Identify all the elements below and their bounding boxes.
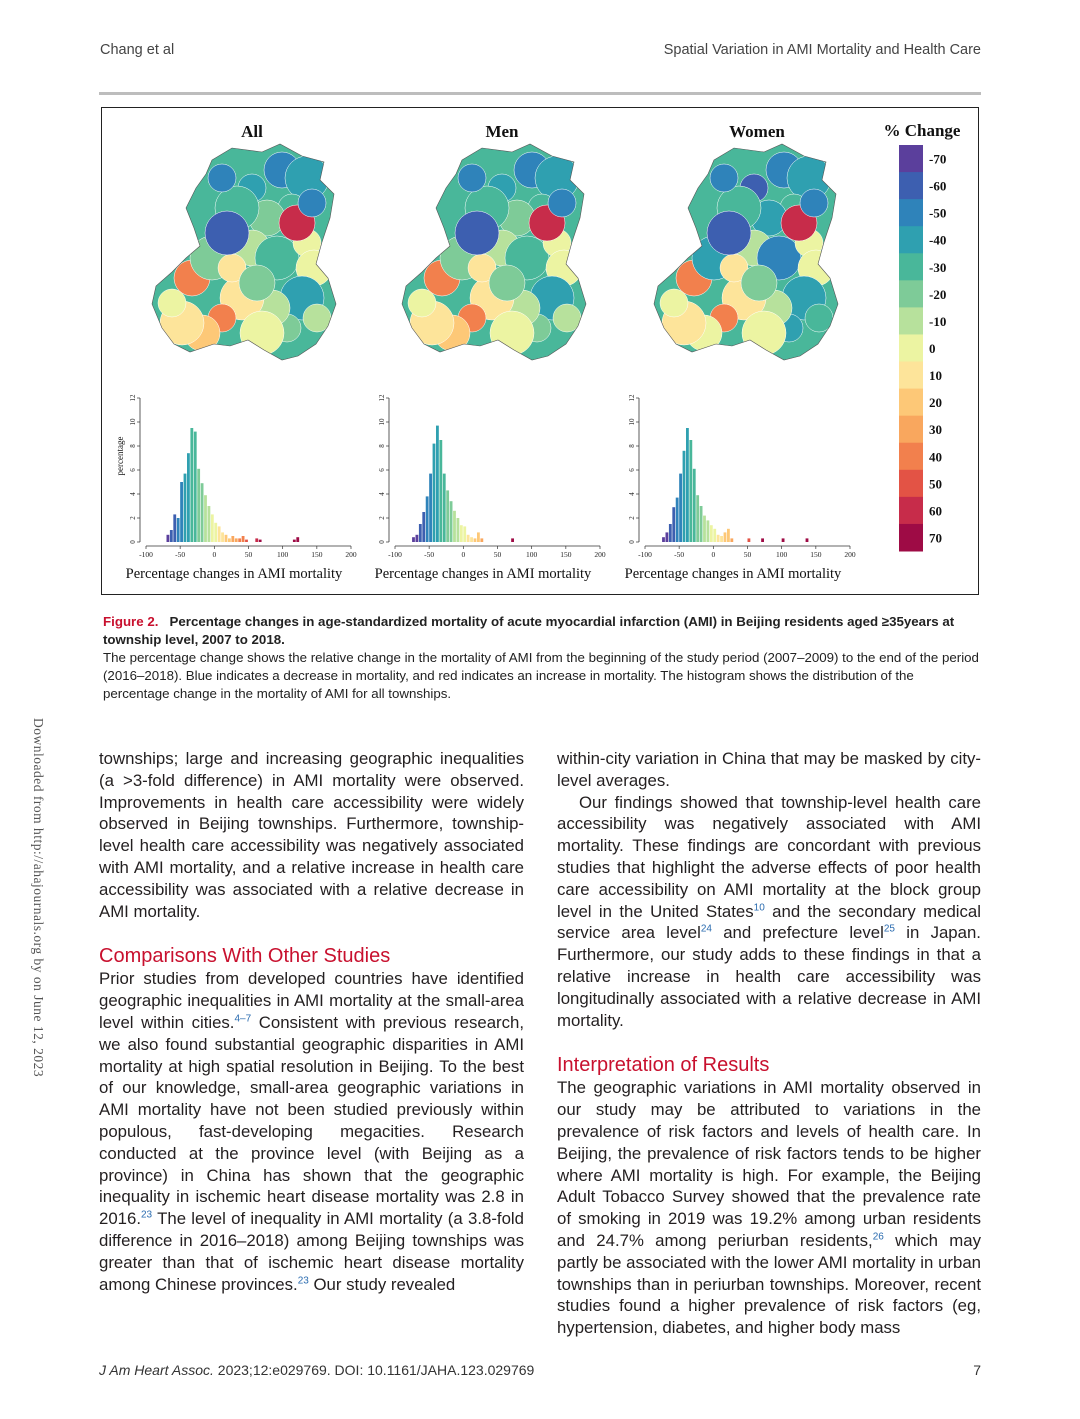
choropleth-map-men <box>402 144 586 360</box>
y-tick-label: 4 <box>628 492 636 496</box>
reference-link[interactable]: 25 <box>883 923 895 935</box>
y-tick-label: 12 <box>129 394 137 402</box>
hist-bar <box>235 538 238 542</box>
x-tick-label: -100 <box>638 550 652 559</box>
section-heading-comparisons: Comparisons With Other Studies <box>99 945 391 968</box>
hist-bar <box>676 498 679 542</box>
hist-bar <box>724 532 727 542</box>
footer-citation: J Am Heart Assoc. 2023;12:e029769. DOI: 10.1161/JAHA.123.029769 <box>99 1362 535 1378</box>
hist-bar <box>669 524 672 542</box>
x-tick-label: -50 <box>175 550 186 559</box>
hist-bar <box>717 535 720 542</box>
hist-bar <box>443 474 446 542</box>
hist-bar <box>245 540 248 542</box>
header-rule <box>99 92 981 95</box>
hist-x-label: Percentage changes in AMI mortality <box>624 566 842 582</box>
legend-swatch <box>899 253 923 281</box>
legend-label: -10 <box>929 313 947 329</box>
hist-bar <box>190 428 193 542</box>
x-tick-label: 150 <box>810 550 822 559</box>
legend-swatch <box>899 145 923 173</box>
reference-link[interactable]: 24 <box>700 923 712 935</box>
hist-bar <box>419 524 422 542</box>
map-region <box>489 265 525 301</box>
hist-bar <box>221 532 224 542</box>
y-tick-label: 10 <box>628 418 636 426</box>
y-tick-label: 6 <box>628 468 636 472</box>
legend-title: % Change <box>883 121 961 140</box>
hist-bar <box>696 495 699 542</box>
y-tick-label: 10 <box>378 418 386 426</box>
reference-link[interactable]: 23 <box>297 1274 309 1286</box>
figure-caption <box>103 613 981 703</box>
hist-bar <box>672 507 675 542</box>
map-region <box>741 265 777 301</box>
text-column-left <box>99 748 524 1295</box>
reference-link[interactable]: 23 <box>141 1209 153 1221</box>
legend-swatch <box>899 199 923 227</box>
hist-bar <box>460 525 463 542</box>
x-tick-label: 200 <box>844 550 856 559</box>
x-tick-label: -100 <box>388 550 402 559</box>
reference-link[interactable]: 26 <box>872 1231 884 1243</box>
x-tick-label: 100 <box>776 550 788 559</box>
map-region <box>208 164 236 192</box>
x-tick-label: -50 <box>674 550 685 559</box>
y-tick-label: 0 <box>628 540 636 544</box>
x-tick-label: 200 <box>345 550 357 559</box>
x-tick-label: -100 <box>139 550 153 559</box>
legend-label: 10 <box>929 368 942 384</box>
caption-body: The percentage change shows the relative change in the mortality of AMI from the beginning of the study period (2007–2009) to the end of the period (2016–2018). Blue indicates a decrease in mortality, and red indicates an increase in mortality. The histogram shows the distribution of the percentage change in the mortality of AMI for all townships. <box>103 650 979 701</box>
hist-bar <box>450 501 453 542</box>
hist-bar <box>730 538 733 542</box>
x-tick-label: 150 <box>560 550 572 559</box>
reference-link[interactable]: 10 <box>753 901 765 913</box>
legend-label: 60 <box>929 503 942 519</box>
text-column-right <box>557 748 981 1339</box>
hist-bar <box>439 440 442 542</box>
hist-bar <box>446 490 449 542</box>
hist-bar <box>727 529 730 542</box>
hist-bar <box>457 518 460 542</box>
paragraph: townships; large and increasing geographic inequalities (a >3-fold difference) in AMI mortality were observed. Improvements in health care accessibility were widely observed in Beijing townships. Furthermore, township-level health care accessibility was negatively associated with AMI mortality, and a relative increase in health care accessibility was associated with a relative decrease in AMI mortality. <box>99 749 524 921</box>
legend-label: -60 <box>929 178 947 194</box>
legend-label: 20 <box>929 395 942 411</box>
map-region <box>205 211 249 255</box>
hist-bar <box>197 469 200 542</box>
y-tick-label: 0 <box>129 540 137 544</box>
legend-swatch <box>899 443 923 471</box>
legend-swatch <box>899 226 923 254</box>
paragraph: within-city variation in China that may be masked by city-level averages. <box>557 749 981 790</box>
hist-bar <box>218 526 221 542</box>
legend-label: 40 <box>929 449 942 465</box>
y-tick-label: 2 <box>378 516 386 520</box>
panel-title: Men <box>485 122 519 141</box>
legend-swatch <box>899 362 923 390</box>
y-tick-label: 6 <box>129 468 137 472</box>
hist-bar <box>693 469 696 542</box>
legend-label: 0 <box>929 341 936 356</box>
y-tick-label: 6 <box>378 468 386 472</box>
legend-label: -20 <box>929 286 947 302</box>
hist-bar <box>201 483 204 542</box>
hist-bar <box>170 530 173 542</box>
hist-bar <box>214 523 217 542</box>
hist-bar <box>211 514 214 542</box>
hist-bar <box>187 453 190 542</box>
legend-label: 30 <box>929 422 942 438</box>
hist-x-label: Percentage changes in AMI mortality <box>374 566 592 582</box>
map-region <box>707 211 751 255</box>
legend-swatch <box>899 172 923 200</box>
map-region <box>710 164 738 192</box>
y-tick-label: 12 <box>628 394 636 402</box>
legend-label: -50 <box>929 205 947 221</box>
legend-swatch <box>899 334 923 362</box>
panel-title: All <box>241 122 263 141</box>
map-region <box>458 164 486 192</box>
hist-bar <box>293 540 296 542</box>
hist-bar <box>231 536 234 542</box>
legend-label: -30 <box>929 259 947 275</box>
page-number: 7 <box>973 1362 981 1378</box>
choropleth-map-all <box>152 144 336 360</box>
running-header-authors: Chang et al <box>100 42 175 58</box>
hist-bar <box>259 540 262 542</box>
map-region <box>158 289 186 317</box>
y-tick-label: 8 <box>628 444 636 448</box>
hist-bar <box>296 537 299 542</box>
hist-bar <box>180 482 183 542</box>
hist-bar <box>748 538 751 542</box>
hist-bar <box>782 538 785 542</box>
y-tick-label: 4 <box>129 492 137 496</box>
hist-bar <box>480 538 483 542</box>
hist-bar <box>683 451 686 542</box>
hist-bar <box>474 538 477 542</box>
panel-title: Women <box>729 122 785 141</box>
hist-bar <box>662 537 665 542</box>
caption-label: Figure 2. <box>103 614 159 629</box>
reference-link[interactable]: 4–7 <box>234 1013 252 1025</box>
hist-bar <box>700 506 703 542</box>
hist-bar <box>204 495 207 542</box>
hist-bar <box>713 529 716 542</box>
hist-bar <box>470 537 473 542</box>
hist-bar <box>194 432 197 542</box>
map-region <box>660 289 688 317</box>
running-header-title: Spatial Variation in AMI Mortality and Health Care <box>663 42 981 58</box>
legend-swatch <box>899 524 923 552</box>
hist-bar <box>429 474 432 542</box>
hist-bar <box>228 538 231 542</box>
legend-label: -40 <box>929 232 947 248</box>
hist-bar <box>167 535 170 542</box>
x-tick-label: 50 <box>493 550 502 559</box>
hist-bar <box>426 496 429 542</box>
paragraph: The geographic variations in AMI mortality observed in our study may be attributed to variations in the prevalence of risk factors and levels of health care. In Beijing, the prevalence of risk factors tends to be higher where AMI mortality is high. For example, the Beijing Adult Tobacco Survey showed that the prevalence rate of smoking in 2019 was 19.2% among urban residents and 24.7% among periurban residents,$^{26}$ which may partly be associated with the lower AMI mortality in urban townships than in periurban townships. Moreover, recent studies found a higher prevalence of risk factors (eg, hypertension, diabetes, and higher body mass <box>557 1078 982 1338</box>
y-tick-label: 8 <box>378 444 386 448</box>
hist-bar <box>436 426 439 542</box>
hist-bar <box>679 474 682 542</box>
y-tick-label: 4 <box>378 492 386 496</box>
legend-label: 70 <box>929 530 942 546</box>
hist-bar <box>703 516 706 542</box>
legend-label: 50 <box>929 476 942 492</box>
hist-bar <box>511 538 514 542</box>
paragraph: Prior studies from developed countries have identified geographic inequalities in AMI mortality at the small-area level within cities.$^{4-7}$ Consistent with previous research, we also found substantial geographic disparities in AMI mortality at high spatial resolution in Beijing. To the best of our knowledge, small-area geographic variations in AMI mortality have not been studied previously within populous, fast-developing megacities. Research conducted at the province level (with Beijing as a province) in China has shown that the geographic inequality in ischemic heart disease mortality was 2.8 in 2016.23 The level of inequality in AMI mortality (a 3.8-fold difference in 2016–2018) among Beijing townships was greater than that of ischemic heart disease mortality among Chinese provinces.$^{23}$ Our study revealed <box>99 969 524 1294</box>
y-tick-label: 2 <box>628 516 636 520</box>
map-region <box>548 189 576 217</box>
paragraph: Our findings showed that township-level health care accessibility was negatively associated with AMI mortality. These findings are concordant with previous studies that highlight the adverse effects of poor health care accessibility on AMI mortality at the block group level in the United States$^{10}$ and the secondary medical service area level$^{24}$ and prefecture level$^{25}$ in Japan. Furthermore, our study adds to these findings in that a relative increase in health care accessibility was longitudinally associated with a relative decrease in AMI mortality. <box>557 792 981 1030</box>
x-tick-label: 200 <box>594 550 606 559</box>
figure-2 <box>101 107 979 595</box>
hist-x-label: Percentage changes in AMI mortality <box>125 566 343 582</box>
hist-bar <box>686 428 689 542</box>
x-tick-label: 0 <box>711 550 716 559</box>
hist-bar <box>467 535 470 542</box>
hist-bar <box>453 511 456 542</box>
hist-bar <box>242 536 245 542</box>
y-tick-label: 0 <box>378 540 386 544</box>
hist-bar <box>433 444 436 542</box>
hist-bar <box>707 520 710 542</box>
hist-bar <box>720 536 723 542</box>
hist-bar <box>416 535 419 542</box>
legend-swatch <box>899 497 923 525</box>
hist-bar <box>689 440 692 542</box>
caption-title: Percentage changes in age-standardized mortality of acute myocardial infarction (AMI) in Beijing residents aged ≥35years at township level, 2007 to 2018. <box>103 614 955 647</box>
hist-bar <box>238 538 241 542</box>
x-tick-label: 100 <box>277 550 289 559</box>
legend-swatch <box>899 389 923 417</box>
map-region <box>800 189 828 217</box>
figure-canvas <box>102 108 978 594</box>
hist-bar <box>173 514 176 542</box>
hist-bar <box>463 526 466 542</box>
legend-swatch <box>899 416 923 444</box>
x-tick-label: 50 <box>743 550 752 559</box>
x-tick-label: 0 <box>461 550 466 559</box>
hist-bar <box>761 538 764 542</box>
x-tick-label: 100 <box>526 550 538 559</box>
x-tick-label: -50 <box>424 550 435 559</box>
hist-bar <box>177 518 180 542</box>
x-tick-label: 150 <box>311 550 323 559</box>
y-tick-label: 10 <box>129 418 137 426</box>
x-tick-label: 50 <box>244 550 253 559</box>
hist-bar <box>184 474 187 542</box>
y-tick-label: 8 <box>129 444 137 448</box>
y-tick-label: 2 <box>129 516 137 520</box>
hist-bar <box>477 532 480 542</box>
map-region <box>408 289 436 317</box>
legend-swatch <box>899 307 923 335</box>
hist-bar <box>412 537 415 542</box>
legend-label: -70 <box>929 151 947 167</box>
hist-y-label: percentage <box>115 436 125 476</box>
hist-bar <box>806 538 809 542</box>
hist-bar <box>422 512 425 542</box>
download-watermark: Downloaded from http://ahajournals.org by on June 12, 2023 <box>31 718 46 1078</box>
y-tick-label: 12 <box>378 394 386 402</box>
section-heading-interpretation: Interpretation of Results <box>557 1054 770 1077</box>
hist-bar <box>208 506 211 542</box>
hist-bar <box>255 538 258 542</box>
hist-bar <box>710 525 713 542</box>
map-region <box>298 189 326 217</box>
map-region <box>455 211 499 255</box>
x-tick-label: 0 <box>212 550 217 559</box>
legend-swatch <box>899 470 923 498</box>
map-region <box>239 265 275 301</box>
choropleth-map-women <box>654 144 838 360</box>
hist-bar <box>666 532 669 542</box>
hist-bar <box>225 535 228 542</box>
legend-swatch <box>899 280 923 308</box>
